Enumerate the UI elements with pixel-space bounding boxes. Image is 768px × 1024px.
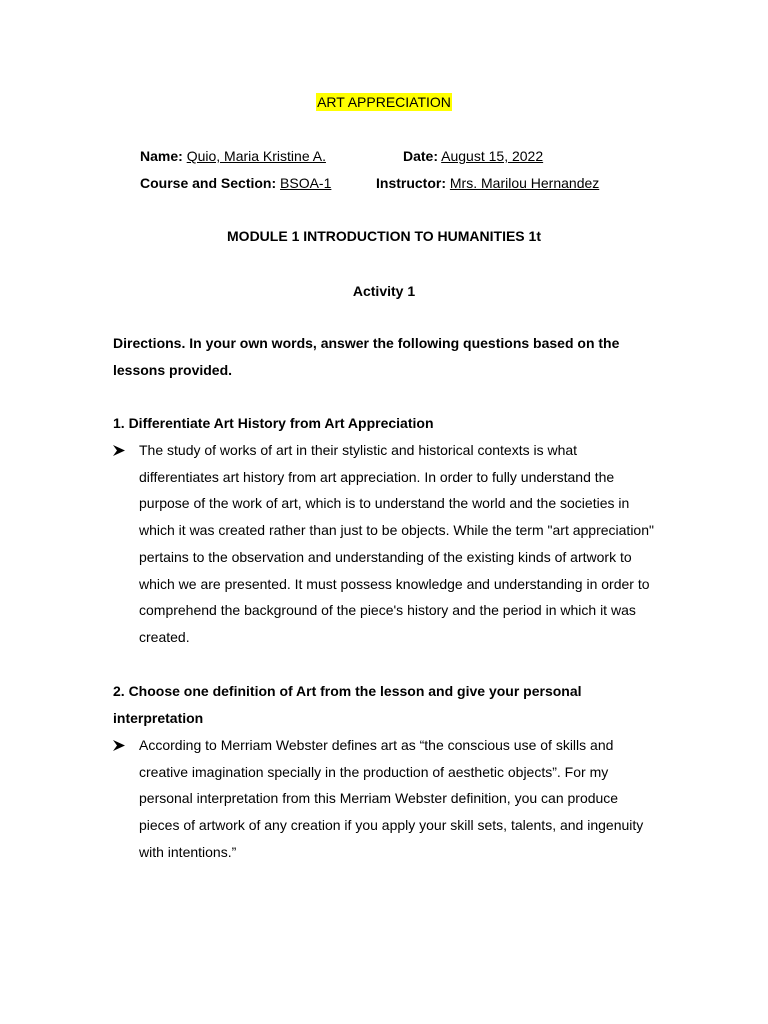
title-line: [0, 93, 768, 112]
header-instructor: [376, 174, 599, 192]
module-title: MODULE 1 INTRODUCTION TO HUMANITIES 1t: [227, 228, 541, 244]
document-title: ART APPRECIATION: [317, 94, 451, 110]
instructor-value: Mrs. Marilou Hernandez: [449, 175, 600, 191]
question-1: 1. Differentiate Art History from Art Appreciation: [113, 415, 434, 431]
activity-title: Activity 1: [352, 283, 416, 299]
name-value: Quio, Maria Kristine A.: [186, 148, 326, 164]
header-date: [403, 147, 543, 165]
course-label: Course and Section:: [140, 175, 277, 191]
question-2: 2. Choose one definition of Art from the lesson and give your personal interpretation: [113, 683, 582, 726]
date-value: August 15, 2022: [441, 148, 544, 164]
arrowhead-bullet-icon: [113, 732, 127, 758]
header-row-name-date: [140, 147, 326, 165]
answer-1-text: The study of works of art in their stylistic and historical contexts is what differentiates art history from art appreciation. In order to fully understand the purpose of the work of art, which is to understand the world and the societies in which it was created rather than just to be objects. While the term "art appreciation" pertains to the observation and understanding of the existing kinds of artwork to which we are presented. It must possess knowledge and understanding in order to comprehend the background of the piece's history and the period in which it was created.: [139, 442, 654, 645]
answer-2-text: According to Merriam Webster defines art as “the conscious use of skills and creative imagination specially in the production of aesthetic objects”. For my personal interpretation from this Merriam Webster definition, you can produce pieces of artwork of any creation if you apply your skill sets, talents, and ingenuity with intentions.”: [139, 737, 644, 860]
name-label: Name:: [140, 148, 183, 164]
arrowhead-bullet-icon: [113, 437, 127, 463]
date-label: Date:: [403, 148, 439, 164]
header-row-course: [140, 174, 331, 192]
instructor-label: Instructor:: [376, 175, 446, 191]
directions-text: Directions. In your own words, answer the following questions based on the lessons provided.: [113, 335, 620, 378]
course-value: BSOA-1: [280, 175, 332, 191]
